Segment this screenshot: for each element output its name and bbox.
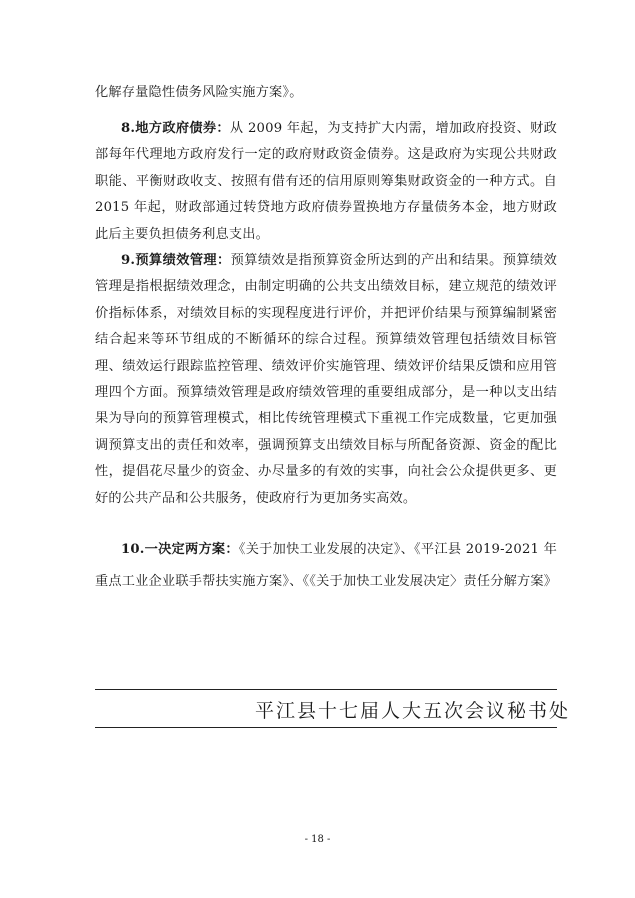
page-number: - 18 - <box>304 834 331 845</box>
paragraph-one-decision-two-plans <box>95 534 557 598</box>
term-separator: ： <box>217 253 231 268</box>
paragraph-text: 从 2009 年起，为支持扩大内需，增加政府投资、财政部每年代理地方政府发行一定的政府财政资金债券。这是政府为实现公共财政职能、平衡财政收支、按照有借有还的信用原则筹集财政资金的一种方式。自 2015 年起，财政部通过转贷地方政府债券置换地方存量债务本金，地方财政此后主要负担债务利息支出。 <box>95 121 557 242</box>
paragraph-continuation <box>95 80 557 106</box>
term-separator: ： <box>225 542 239 557</box>
term-separator: ： <box>216 121 230 136</box>
footer-rule-bottom <box>95 727 557 728</box>
footer-organization: 平江县十七届人大五次会议秘书处 <box>255 700 571 722</box>
term-label: 10.一决定两方案 <box>121 542 226 557</box>
paragraph-text: 化解存量隐性债务风险实施方案》。 <box>95 85 303 100</box>
paragraph-budget-performance-management <box>95 248 557 512</box>
paragraph-local-government-bonds <box>95 116 557 248</box>
term-label: 9.预算绩效管理 <box>121 253 218 268</box>
paragraph-text: 预算绩效是指预算资金所达到的产出和结果。预算绩效管理是指根据绩效理念，由制定明确的公共支出绩效目标，建立规范的绩效评价指标体系，对绩效目标的实现程度进行评价，并把评价结果与预算编制紧密结合起来等环节组成的不断循环的综合过程。预算绩效管理包括绩效目标管理、绩效运行跟踪监控管理、绩效评价实施管理、绩效评价结果反馈和应用管理四个方面。预算绩效管理是政府绩效管理的重要组成部分，是一种以支出结果为导向的预算管理模式，相比传统管理模式下重视工作完成数量，它更加强调预算支出的责任和效率，强调预算支出绩效目标与所配备资源、资金的配比性，提倡花尽量少的资金、办尽量多的有效的实事，向社会公众提供更多、更好的公共产品和公共服务，使政府行为更加务实高效。 <box>95 253 557 506</box>
term-label: 8.地方政府债券 <box>121 121 217 136</box>
paragraph-text: 《关于加快工业发展的决定》、《平江县 2019-2021 年重点工业企业联手帮扶实施方案》、《《关于加快工业发展决定〉责任分解方案》 <box>95 542 558 589</box>
footer-rule-top <box>95 689 557 690</box>
